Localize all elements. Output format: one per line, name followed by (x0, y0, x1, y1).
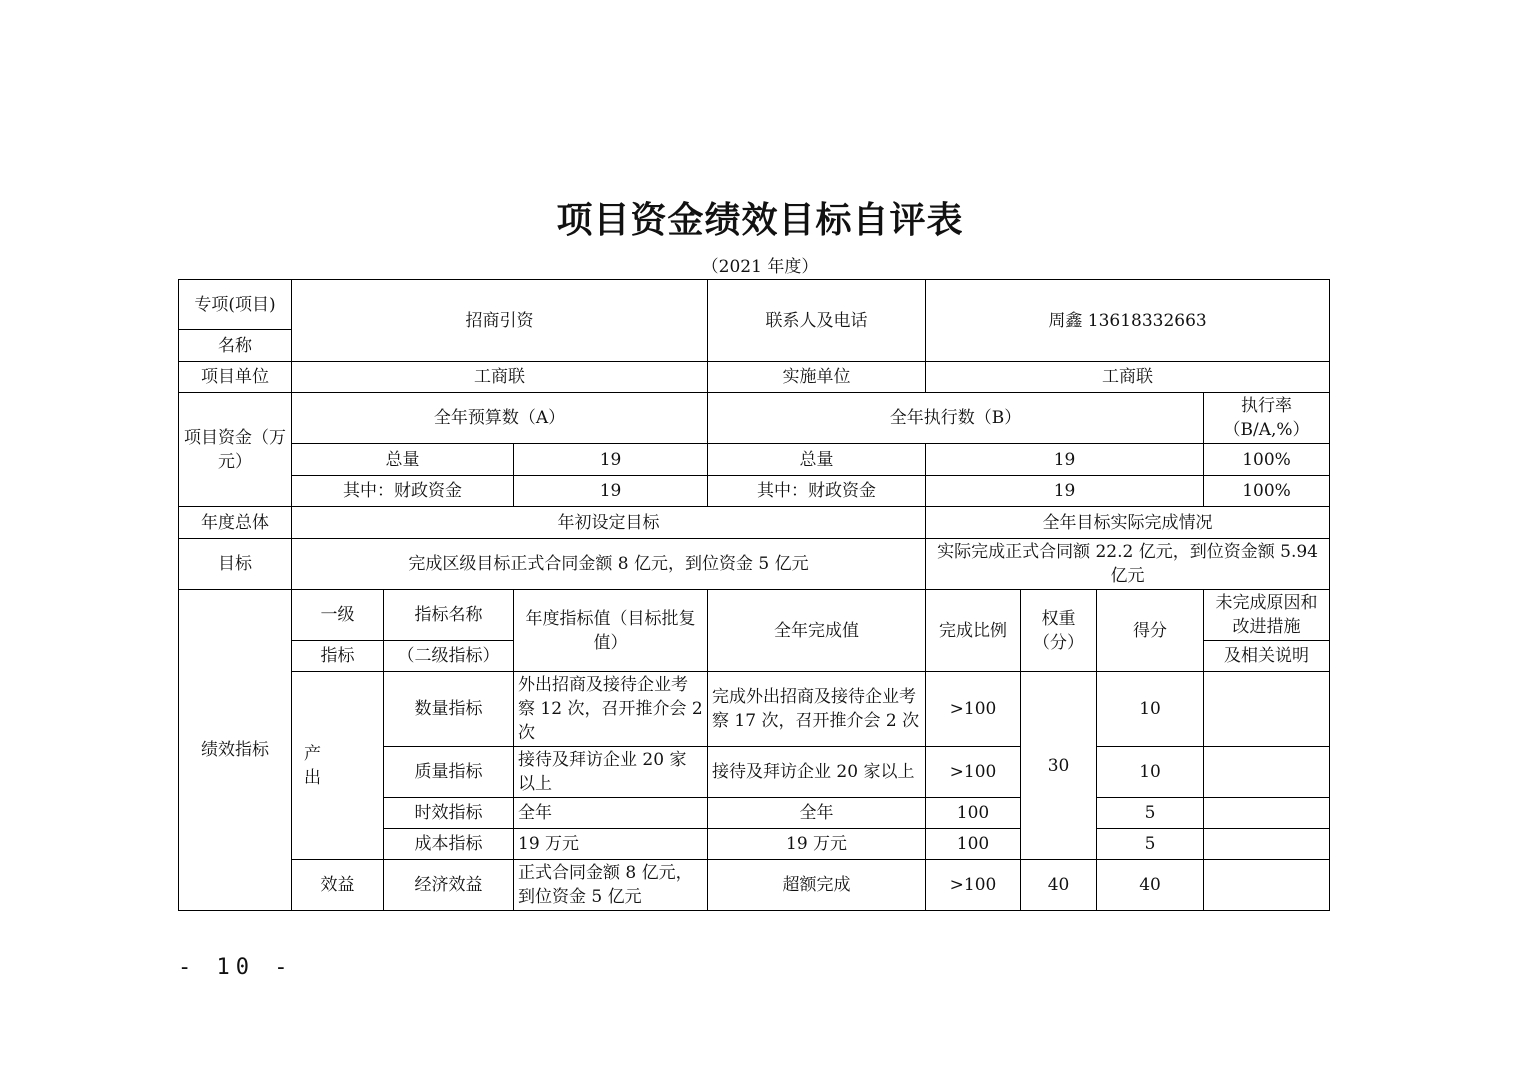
row-ratio: >100 (926, 672, 1021, 747)
evaluation-table (178, 279, 1330, 911)
benefit-level1: 效益 (292, 860, 384, 911)
row-reason (1204, 829, 1330, 860)
total-exec-label: 总量 (708, 444, 926, 476)
row-target: 外出招商及接待企业考察 12 次，召开推介会 2 次 (514, 672, 708, 747)
row-name: 数量指标 (384, 672, 514, 747)
benefit-name: 经济效益 (384, 860, 514, 911)
row-reason (1204, 798, 1330, 829)
row-target: 接待及拜访企业 20 家以上 (514, 747, 708, 798)
fiscal-rate: 100% (1204, 476, 1330, 507)
funds-label: 项目资金（万元） (179, 393, 292, 507)
row-score: 10 (1097, 672, 1204, 747)
row-score: 5 (1097, 829, 1204, 860)
fiscal-exec-label: 其中：财政资金 (708, 476, 926, 507)
goals-set-label: 年初设定目标 (292, 507, 926, 539)
benefit-actual: 超额完成 (708, 860, 926, 911)
row-ratio: 100 (926, 798, 1021, 829)
total-exec: 19 (926, 444, 1204, 476)
fiscal-exec: 19 (926, 476, 1204, 507)
row-reason (1204, 672, 1330, 747)
project-unit-value: 工商联 (292, 362, 708, 393)
header-level1: 一级 (292, 590, 384, 641)
row-score: 10 (1097, 747, 1204, 798)
header-name-2: （二级指标） (384, 641, 514, 672)
header-reason: 未完成原因和改进措施 (1204, 590, 1330, 641)
row-reason (1204, 747, 1330, 798)
indicators-label: 绩效指标 (179, 590, 292, 911)
row-name: 成本指标 (384, 829, 514, 860)
goals-actual-label: 全年目标实际完成情况 (926, 507, 1330, 539)
page-title: 项目资金绩效目标自评表 (556, 199, 964, 241)
page-number: - 10 - (178, 955, 294, 980)
row-actual: 接待及拜访企业 20 家以上 (708, 747, 926, 798)
goals-label-2: 目标 (179, 539, 292, 590)
header-weight: 权重（分） (1021, 590, 1097, 672)
exec-label: 全年执行数（B） (708, 393, 1204, 444)
header-ratio: 完成比例 (926, 590, 1021, 672)
project-unit-label: 项目单位 (179, 362, 292, 393)
row-ratio: 100 (926, 829, 1021, 860)
benefit-reason (1204, 860, 1330, 911)
header-reason-2: 及相关说明 (1204, 641, 1330, 672)
rate-label: 执行率（B/A,%） (1204, 393, 1330, 444)
header-name: 指标名称 (384, 590, 514, 641)
row-actual: 全年 (708, 798, 926, 829)
benefit-target: 正式合同金额 8 亿元，到位资金 5 亿元 (514, 860, 708, 911)
project-name-label: 专项(项目) (179, 280, 292, 330)
total-budget: 19 (514, 444, 708, 476)
project-name-value: 招商引资 (292, 280, 708, 362)
row-target: 全年 (514, 798, 708, 829)
goals-set-value: 完成区级目标正式合同金额 8 亿元，到位资金 5 亿元 (292, 539, 926, 590)
total-rate: 100% (1204, 444, 1330, 476)
benefit-weight: 40 (1021, 860, 1097, 911)
output-weight: 30 (1021, 672, 1097, 860)
header-level1-2: 指标 (292, 641, 384, 672)
row-name: 质量指标 (384, 747, 514, 798)
year-subtitle: （2021 年度） (701, 257, 819, 277)
fiscal-budget: 19 (514, 476, 708, 507)
contact-value: 周鑫 13618332663 (926, 280, 1330, 362)
row-name: 时效指标 (384, 798, 514, 829)
row-score: 5 (1097, 798, 1204, 829)
output-label: 产出 (292, 672, 384, 860)
impl-unit-label: 实施单位 (708, 362, 926, 393)
total-label: 总量 (292, 444, 514, 476)
row-target: 19 万元 (514, 829, 708, 860)
header-target: 年度指标值（目标批复值） (514, 590, 708, 672)
row-actual: 19 万元 (708, 829, 926, 860)
goals-label: 年度总体 (179, 507, 292, 539)
project-name-label-2: 名称 (179, 330, 292, 362)
goals-actual-value: 实际完成正式合同额 22.2 亿元，到位资金额 5.94 亿元 (926, 539, 1330, 590)
contact-label: 联系人及电话 (708, 280, 926, 362)
row-ratio: >100 (926, 747, 1021, 798)
header-actual: 全年完成值 (708, 590, 926, 672)
budget-label: 全年预算数（A） (292, 393, 708, 444)
row-actual: 完成外出招商及接待企业考察 17 次，召开推介会 2 次 (708, 672, 926, 747)
impl-unit-value: 工商联 (926, 362, 1330, 393)
header-score: 得分 (1097, 590, 1204, 672)
benefit-ratio: >100 (926, 860, 1021, 911)
benefit-score: 40 (1097, 860, 1204, 911)
fiscal-label: 其中：财政资金 (292, 476, 514, 507)
